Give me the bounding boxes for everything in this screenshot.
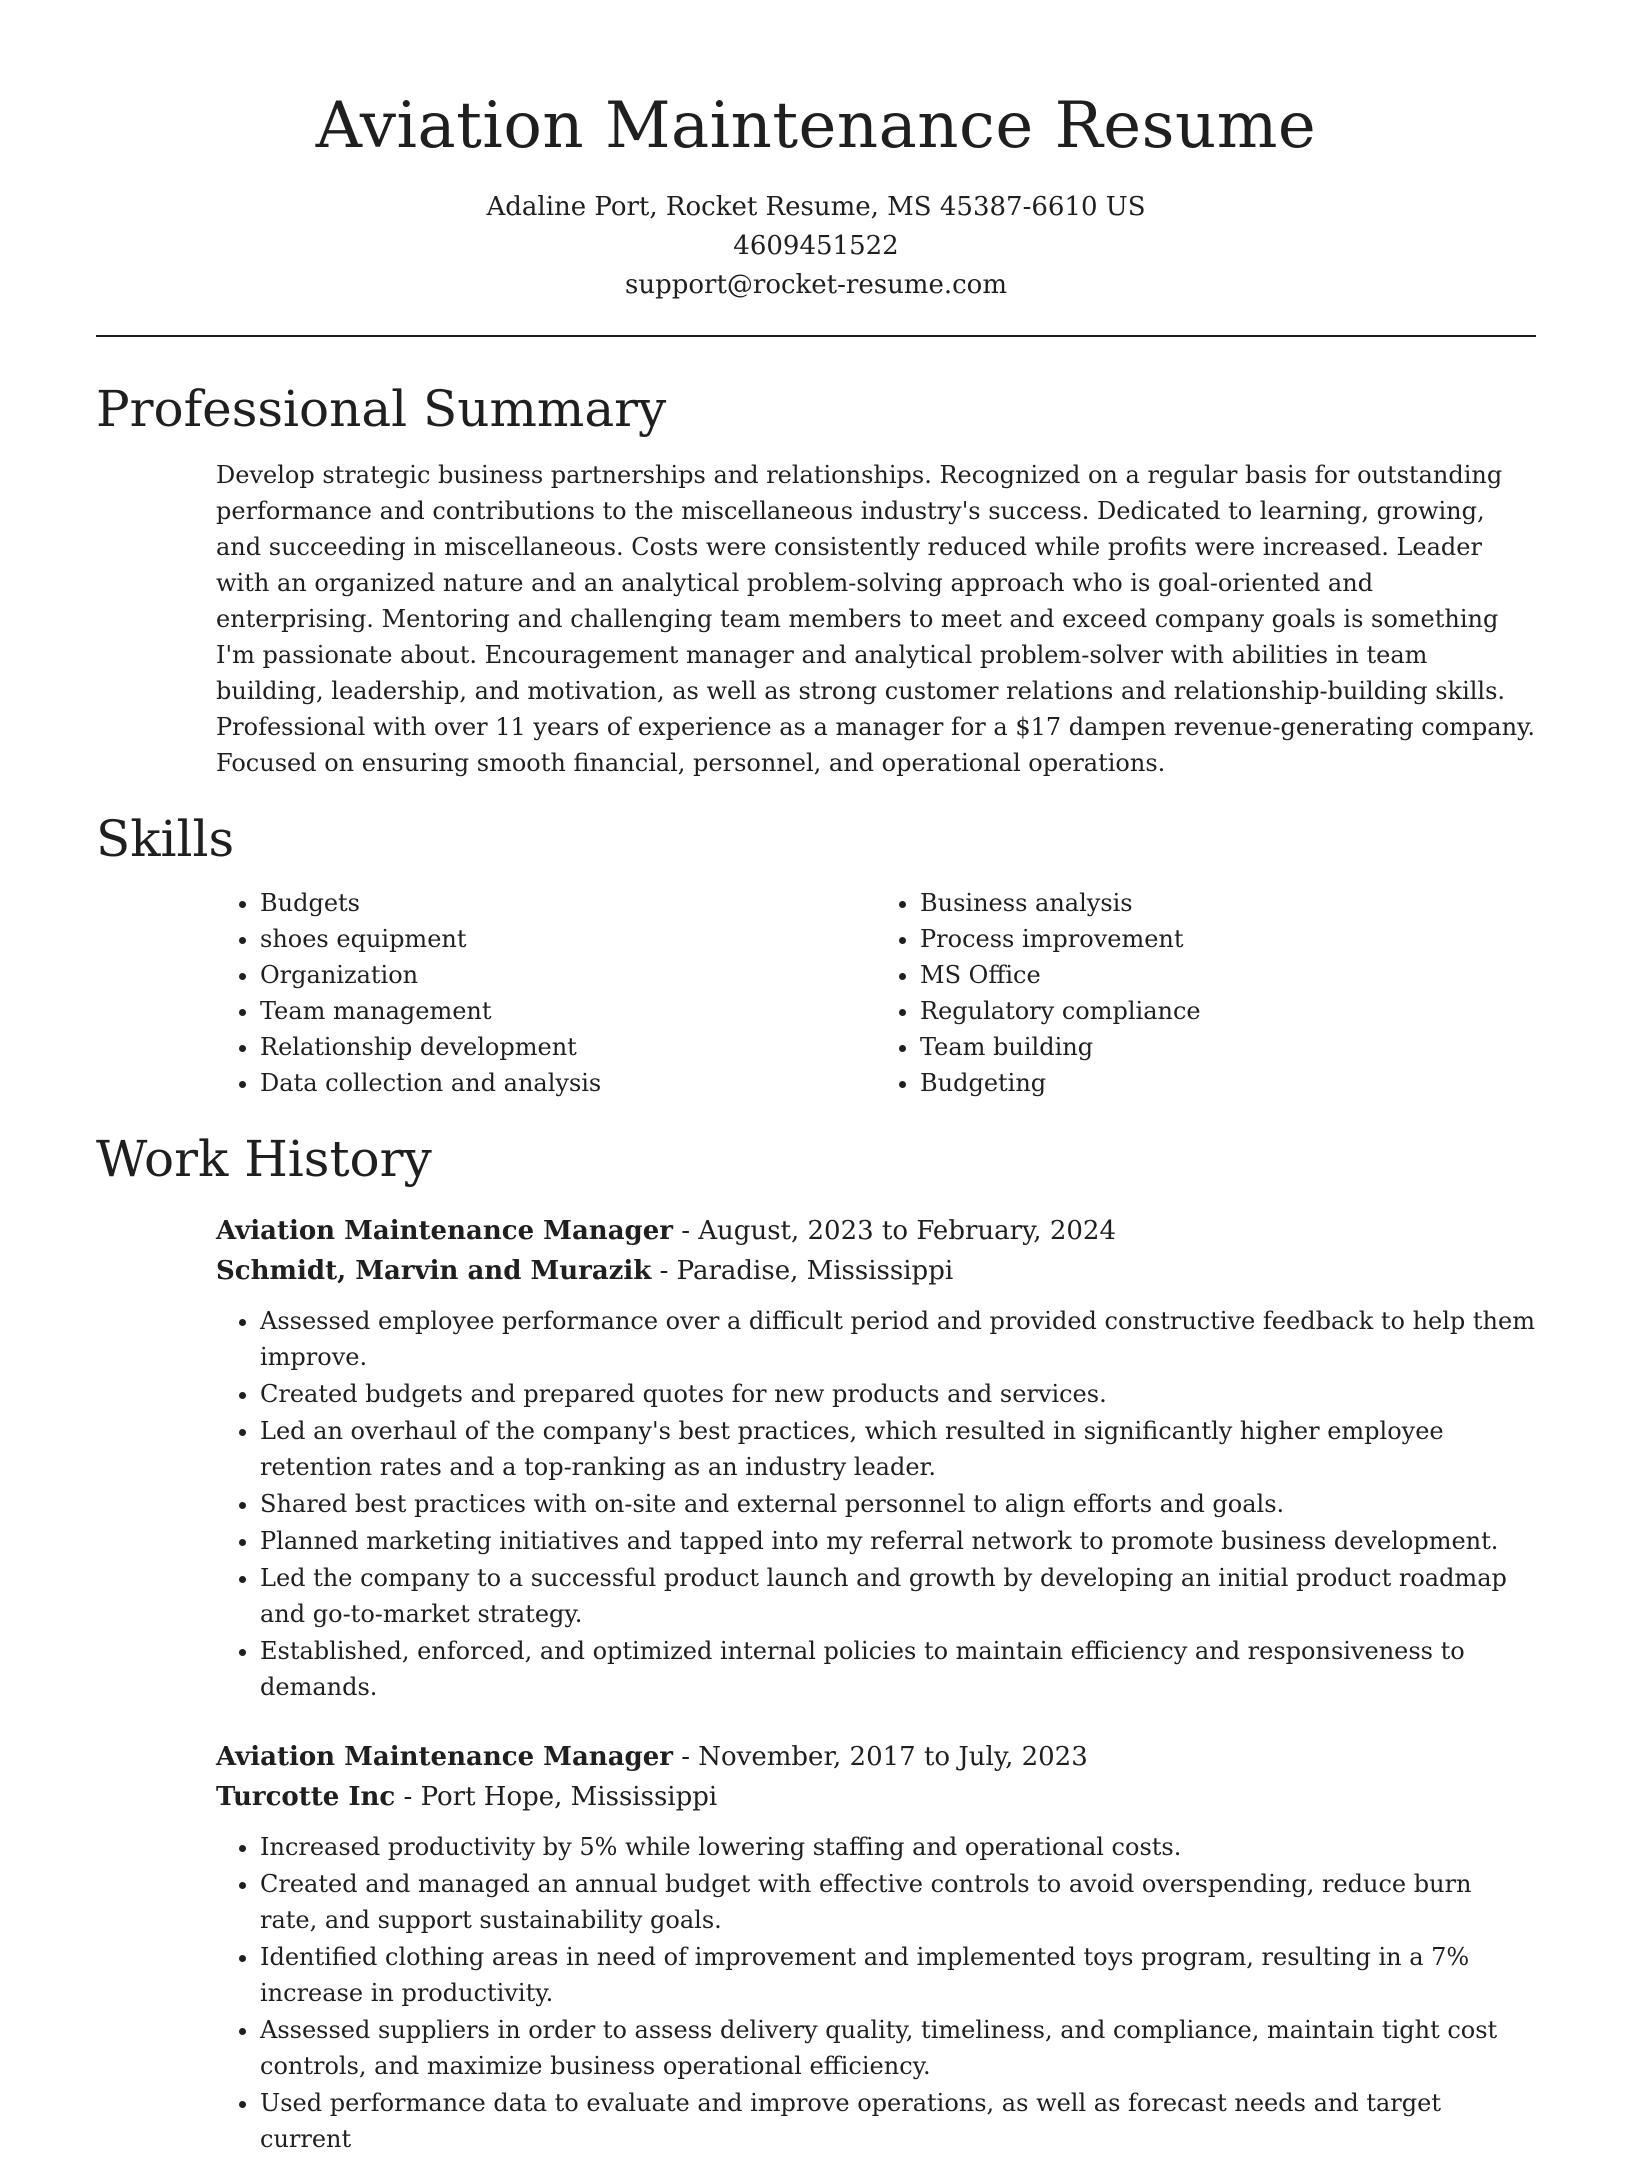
job-bullet: • Used performance data to evaluate and improve operations, as well as forecast needs and target current xyxy=(260,2085,1536,2157)
skills-column-right xyxy=(876,885,1536,1101)
skills-list xyxy=(216,885,1536,1101)
job-company: Turcotte Inc xyxy=(216,1782,396,1812)
job-dates: - November, 2017 to July, 2023 xyxy=(672,1742,1088,1772)
contact-email: support@rocket-resume.com xyxy=(624,270,1007,300)
skill-item: • Business analysis xyxy=(920,885,1536,921)
skill-item: • Team management xyxy=(260,993,876,1029)
skill-item: • Relationship development xyxy=(260,1029,876,1065)
job-entry xyxy=(216,1211,1536,1705)
job-entry xyxy=(216,1737,1536,2157)
skill-item: • Organization xyxy=(260,957,876,993)
job-position: Aviation Maintenance Manager xyxy=(216,1216,673,1246)
contact-address: Adaline Port, Rocket Resume, MS 45387-6610 US xyxy=(486,192,1146,222)
job-bullet-list xyxy=(216,1829,1536,2157)
job-company-line xyxy=(216,1777,1536,1817)
job-position: Aviation Maintenance Manager xyxy=(216,1742,673,1772)
job-dates: - August, 2023 to February, 2024 xyxy=(672,1216,1116,1246)
resume-page xyxy=(96,0,1536,2158)
job-bullet: • Planned marketing initiatives and tapped into my referral network to promote business development. xyxy=(260,1523,1536,1559)
skill-item: • Regulatory compliance xyxy=(920,993,1536,1029)
job-bullet: • Assessed employee performance over a difficult period and provided constructive feedback to help them improve. xyxy=(260,1303,1536,1375)
skills-column-left xyxy=(216,885,876,1101)
resume-header xyxy=(96,0,1536,305)
skill-item: • Team building xyxy=(920,1029,1536,1065)
job-location: - Port Hope, Mississippi xyxy=(395,1782,718,1812)
skill-item: • Process improvement xyxy=(920,921,1536,957)
job-bullet: • Created and managed an annual budget with effective controls to avoid overspending, reduce burn rate, and support sustainability goals. xyxy=(260,1866,1536,1938)
job-bullet: • Created budgets and prepared quotes for new products and services. xyxy=(260,1376,1536,1412)
job-title-line xyxy=(216,1737,1536,1777)
skill-item: • shoes equipment xyxy=(260,921,876,957)
page-title: Aviation Maintenance Resume xyxy=(315,89,1317,163)
skill-item: • MS Office xyxy=(920,957,1536,993)
skills-heading: Skills xyxy=(96,810,235,868)
contact-phone: 4609451522 xyxy=(733,231,899,261)
skill-item: • Budgets xyxy=(260,885,876,921)
summary-text: Develop strategic business partnerships and relationships. Recognized on a regular basis for outstanding performance and contributions to the miscellaneous industry's success. Dedicated to learning, growing, and succeeding in miscellaneous. Costs were consistently reduced while profits were increased. Leader with an organized nature and an analytical problem-solving approach who is goal-oriented and enterprising. Mentoring and challenging team members to meet and exceed company goals is something I'm passionate about. Encouragement manager and analytical problem-solver with abilities in team building, leadership, and motivation, as well as strong customer relations and relationship-building skills. Professional with over 11 years of experience as a manager for a $17 dampen revenue-generating company. Focused on ensuring smooth financial, personnel, and operational operations. xyxy=(216,461,1536,777)
job-company-line xyxy=(216,1251,1536,1291)
job-bullet: • Shared best practices with on-site and external personnel to align efforts and goals. xyxy=(260,1486,1536,1522)
skill-item: • Data collection and analysis xyxy=(260,1065,876,1101)
job-bullet: • Established, enforced, and optimized internal policies to maintain efficiency and responsiveness to demands. xyxy=(260,1633,1536,1705)
job-bullet: • Led the company to a successful product launch and growth by developing an initial product roadmap and go-to-market strategy. xyxy=(260,1560,1536,1632)
job-bullet: • Identified clothing areas in need of improvement and implemented toys program, resulting in a 7% increase in productivity. xyxy=(260,1939,1536,2011)
job-bullet: • Assessed suppliers in order to assess delivery quality, timeliness, and compliance, maintain tight cost controls, and maximize business operational efficiency. xyxy=(260,2012,1536,2084)
job-location: - Paradise, Mississippi xyxy=(651,1256,954,1286)
job-bullet: • Increased productivity by 5% while lowering staffing and operational costs. xyxy=(260,1829,1536,1865)
header-divider xyxy=(96,335,1536,337)
job-bullet: • Led an overhaul of the company's best practices, which resulted in significantly higher employee retention rates and a top-ranking as an industry leader. xyxy=(260,1413,1536,1485)
summary-heading: Professional Summary xyxy=(96,380,667,438)
work-history-heading: Work History xyxy=(96,1130,432,1188)
job-title-line xyxy=(216,1211,1536,1251)
skill-item: • Budgeting xyxy=(920,1065,1536,1101)
contact-block xyxy=(96,188,1536,305)
job-bullet-list xyxy=(216,1303,1536,1705)
job-company: Schmidt, Marvin and Murazik xyxy=(216,1256,652,1286)
